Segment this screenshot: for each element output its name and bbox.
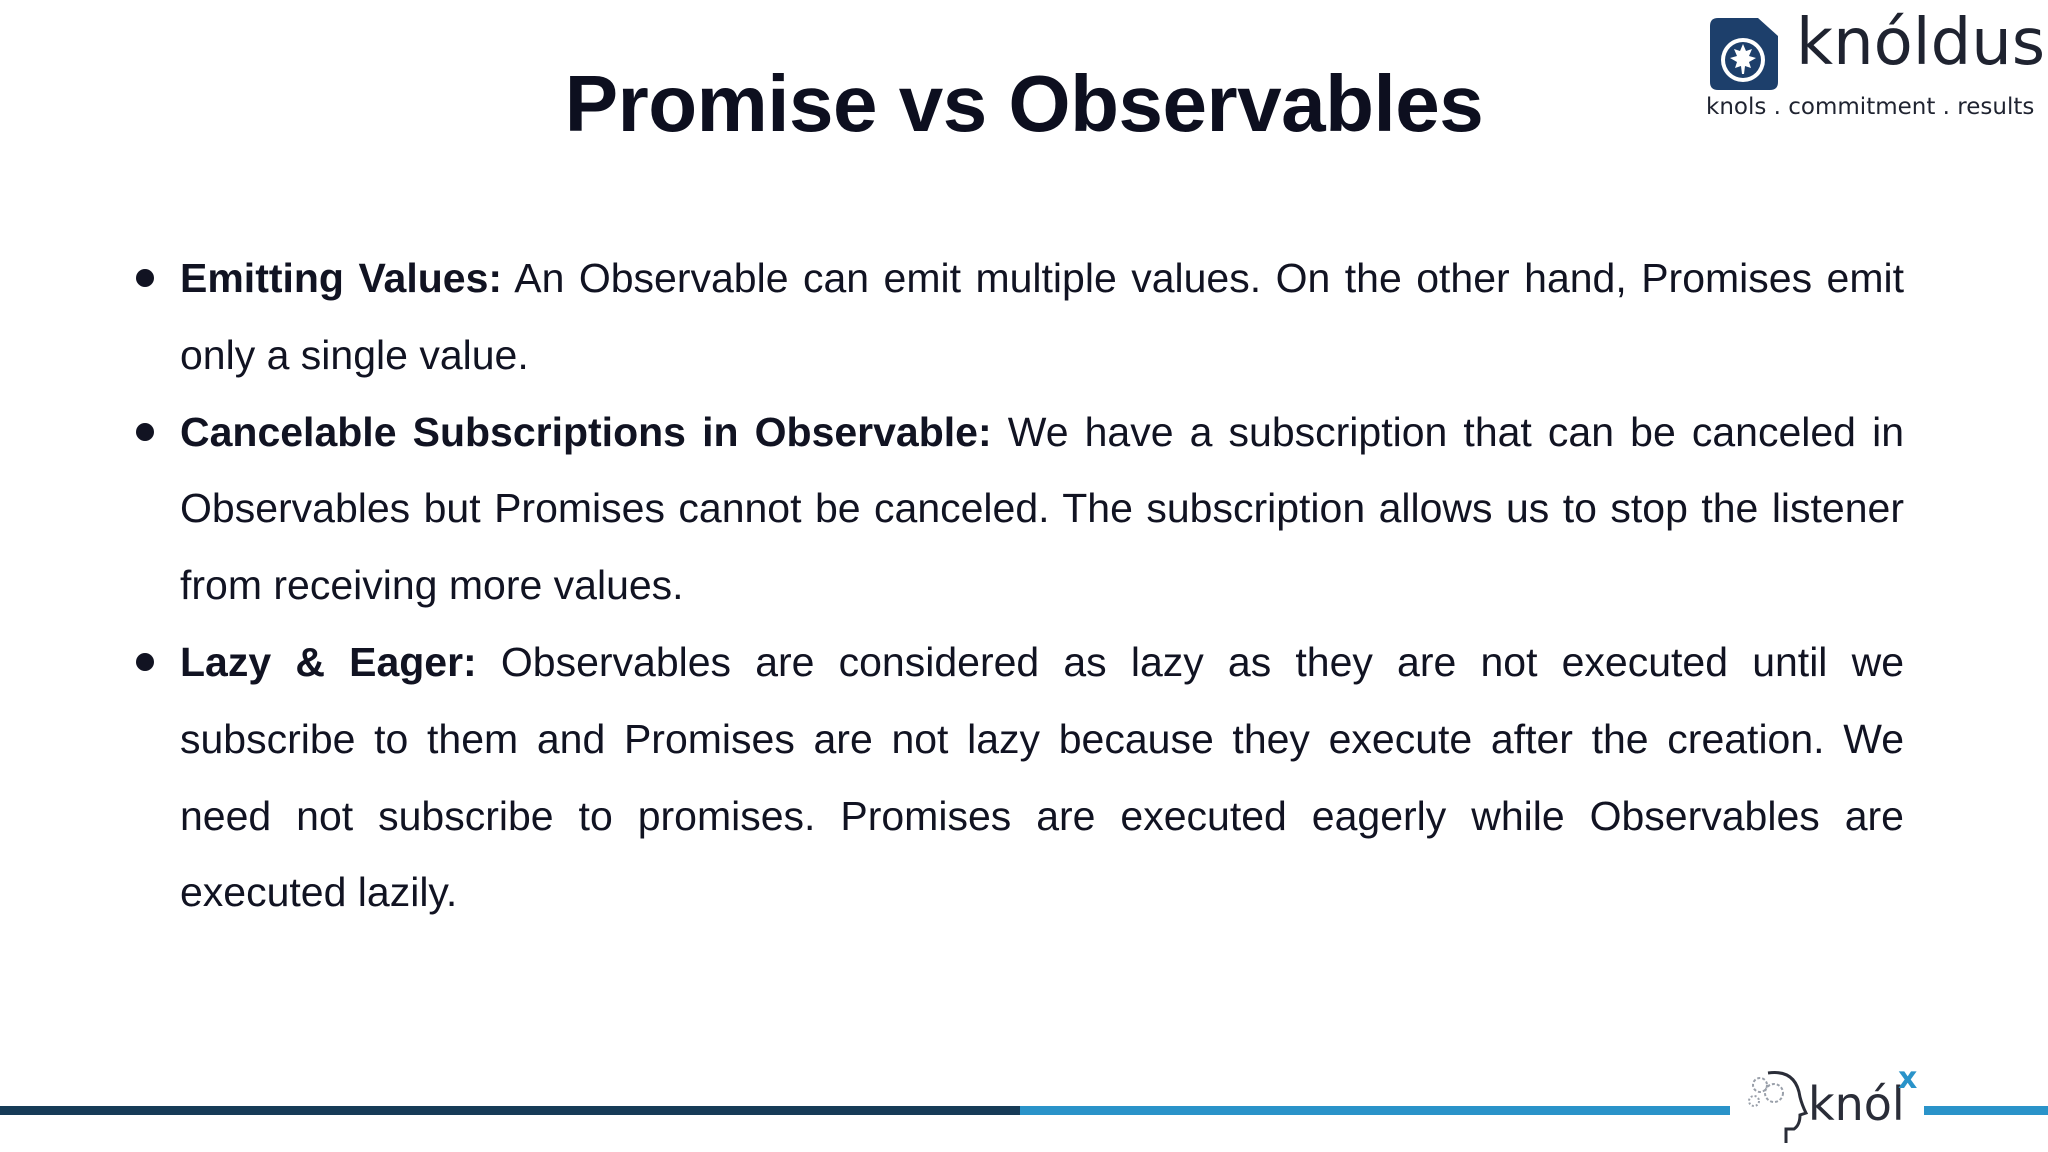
maple-leaf-icon	[1708, 16, 1780, 92]
bullet-text: An Observable can emit multiple values. On the other hand, Promises emit only a single value.	[180, 255, 1904, 378]
knolx-text: knól	[1808, 1077, 1905, 1131]
bullet-text: Observables are considered as lazy as they are not executed until we subscribe to them and Promises are not lazy because they execute after the creation. We need not subscribe to promises. Promises are executed eagerly while Observables are executed lazily.	[180, 638, 1904, 916]
bullet-text: We have a subscription that can be canceled in Observables but Promises cannot be canceled. The subscription allows us to stop the listener from receiving more values.	[180, 408, 1904, 609]
bullet-term: Lazy & Eager:	[180, 638, 477, 685]
head-gears-icon	[1740, 1063, 1812, 1147]
bullet-list	[136, 240, 1904, 931]
bullet-item	[136, 394, 1904, 624]
brand-name: knóldus	[1796, 6, 2046, 80]
bullet-term: Emitting Values:	[180, 255, 503, 301]
content-area	[136, 240, 1904, 931]
bullet-dot-icon	[136, 423, 154, 441]
bullet-term: Cancelable Subscriptions in Observable:	[180, 408, 992, 455]
bullet-dot-icon	[136, 653, 154, 671]
knolx-logo	[1730, 1055, 1924, 1152]
brand-tagline: knols . commitment . results	[1706, 94, 2035, 120]
footer-divider-dark	[0, 1106, 1020, 1115]
knolx-superscript: x	[1898, 1061, 1918, 1096]
slide-title: Promise vs Observables	[564, 59, 1484, 148]
knoldus-logo	[1706, 6, 2046, 124]
bullet-item	[136, 624, 1904, 931]
bullet-dot-icon	[136, 269, 154, 287]
bullet-item	[136, 240, 1904, 394]
